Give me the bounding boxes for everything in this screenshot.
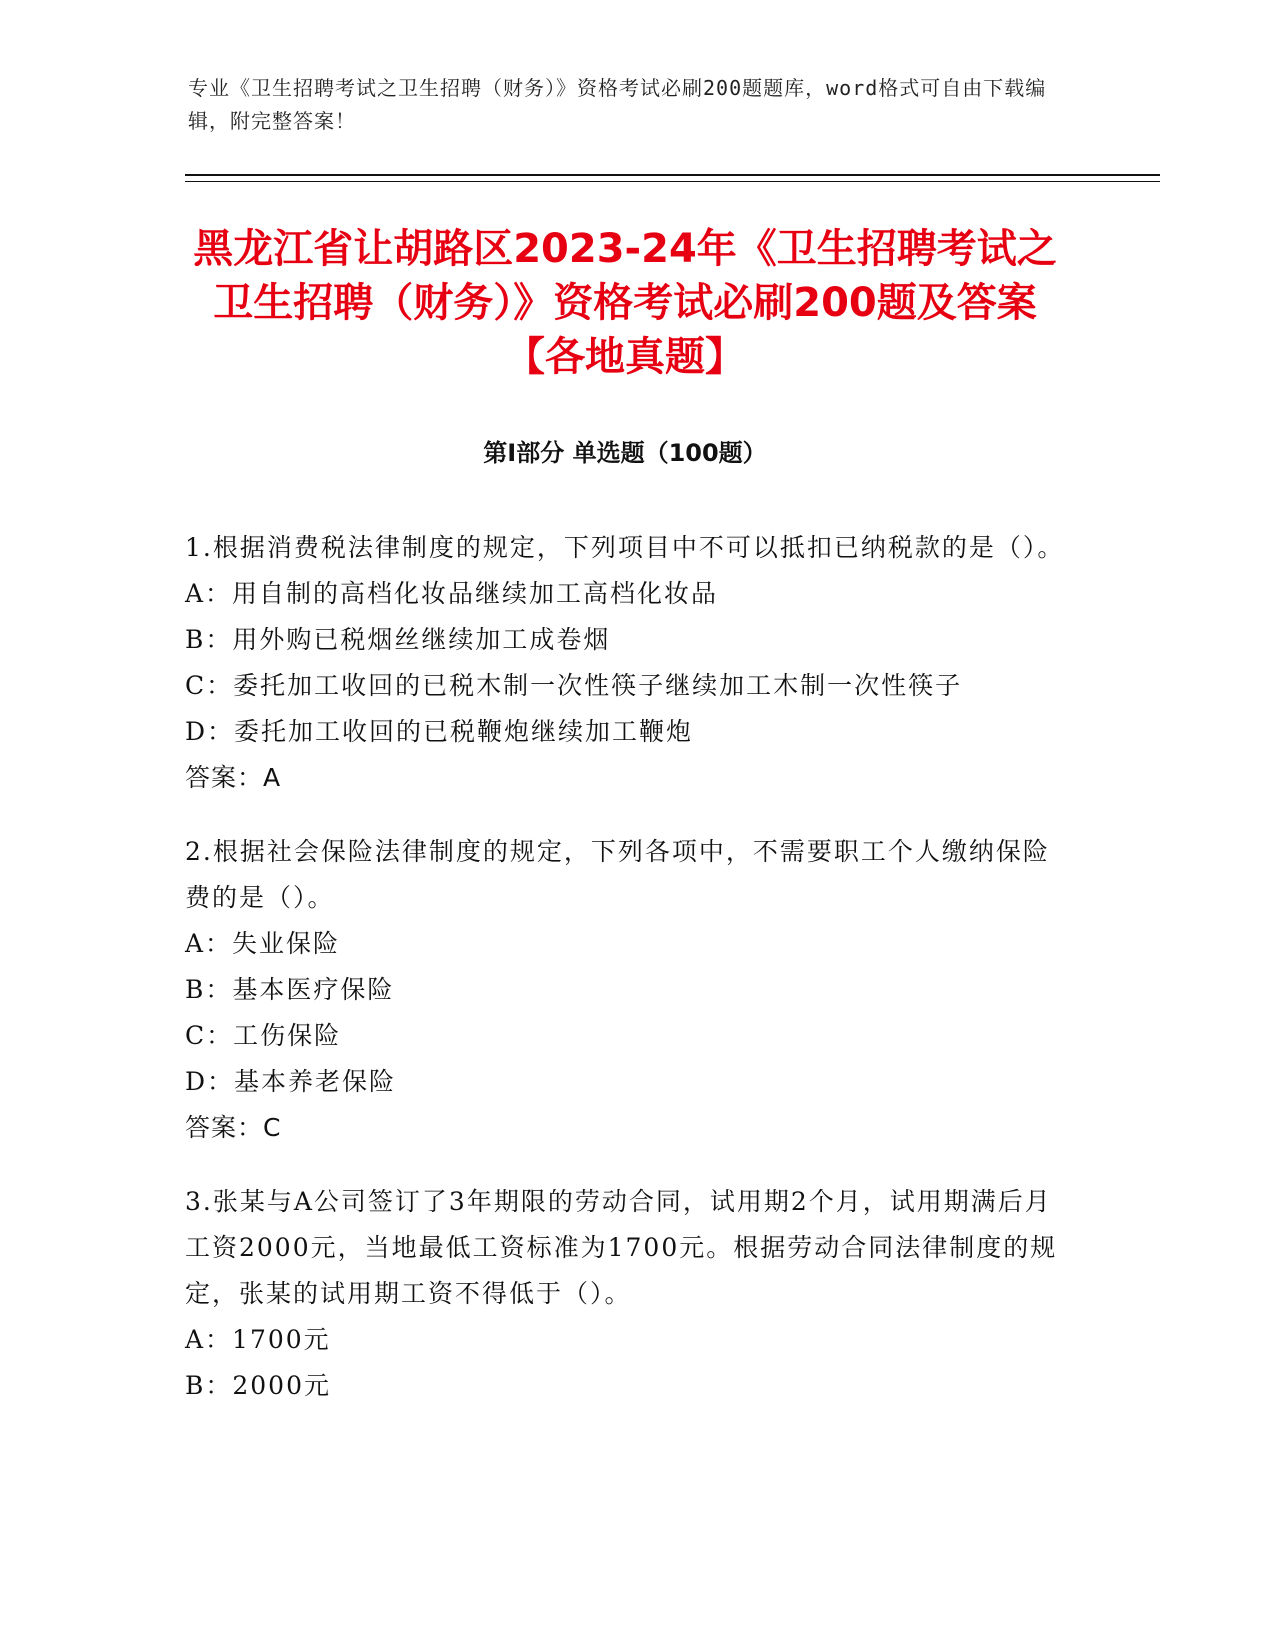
option-a: A：1700元 [185,1325,331,1354]
section-title: 第I部分 单选题（100题） [483,439,767,467]
option-b: B：用外购已税烟丝继续加工成卷烟 [185,625,611,654]
option-b: B：基本医疗保险 [185,975,395,1004]
question-2 [185,829,1065,1151]
option-a: A：失业保险 [185,929,341,958]
option-d: D：基本养老保险 [185,1067,397,1096]
document-title: 黑龙江省让胡路区2023-24年《卫生招聘考试之卫生招聘（财务）》资格考试必刷200题及答案【各地真题】 [193,226,1057,380]
option-c: C：工伤保险 [185,1021,342,1050]
question-1 [185,525,1065,801]
question-stem: 3.张某与A公司签订了3年期限的劳动合同，试用期2个月，试用期满后月工资2000元，当地最低工资标准为1700元。根据劳动合同法律制度的规定，张某的试用期工资不得低于（）。 [185,1187,1058,1308]
header-rule-thin [185,181,1160,182]
question-stem: 2.根据社会保险法律制度的规定，下列各项中，不需要职工个人缴纳保险费的是（）。 [185,837,1050,912]
answer: 答案：A [185,763,282,792]
question-list [185,525,1065,1437]
question-stem: 1.根据消费税法律制度的规定，下列项目中不可以抵扣已纳税款的是（）。 [185,533,1065,562]
header-note: 专业《卫生招聘考试之卫生招聘（财务）》资格考试必刷200题题库，word格式可自由下载编辑，附完整答案！ [188,76,1047,133]
question-3 [185,1179,1065,1409]
option-a: A：用自制的高档化妆品继续加工高档化妆品 [185,579,719,608]
option-d: D：委托加工收回的已税鞭炮继续加工鞭炮 [185,717,694,746]
option-c: C：委托加工收回的已税木制一次性筷子继续加工木制一次性筷子 [185,671,963,700]
answer: 答案：C [185,1113,282,1142]
header-rule-thick [185,174,1160,176]
option-b: B：2000元 [185,1371,331,1400]
